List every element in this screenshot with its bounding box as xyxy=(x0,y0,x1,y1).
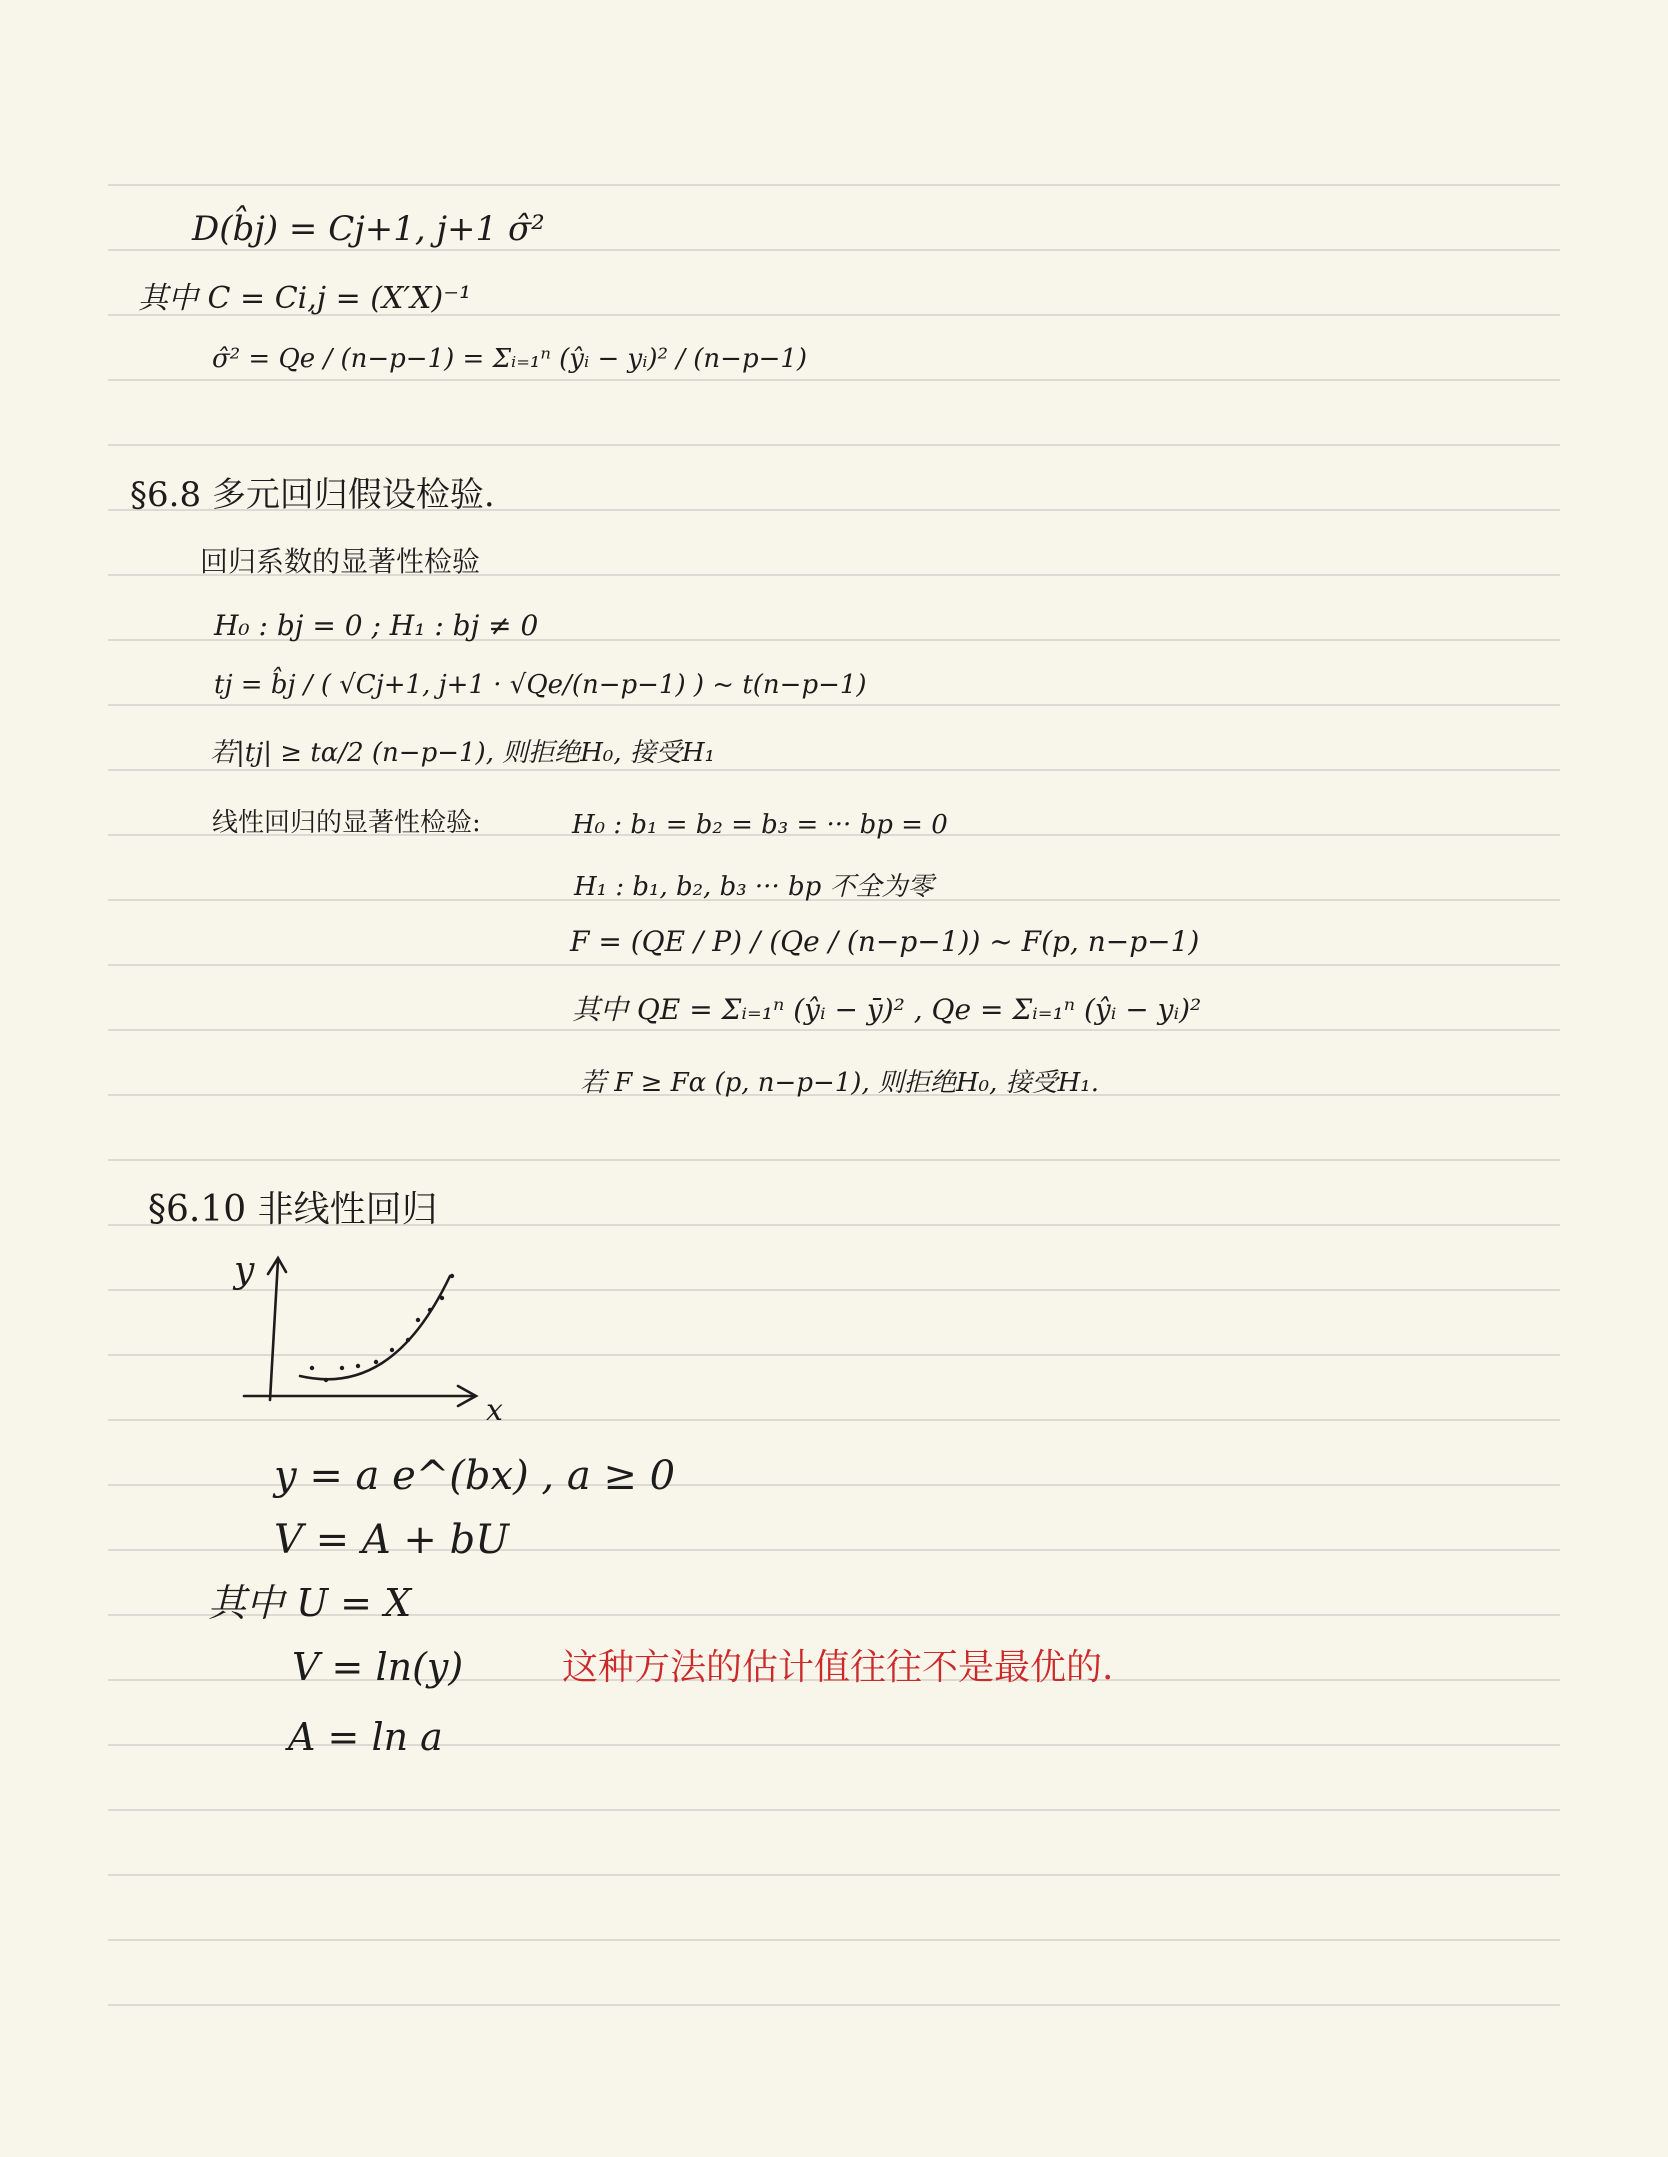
data-point xyxy=(310,1366,314,1370)
rule-line xyxy=(108,1029,1560,1031)
data-point xyxy=(324,1378,328,1382)
y-axis-label: y xyxy=(234,1250,255,1291)
rule-line xyxy=(108,704,1560,706)
rule-line xyxy=(108,184,1560,186)
f-test-decision-rule: 若 F ≥ Fα (p, n−p−1), 则拒绝H₀, 接受H₁. xyxy=(580,1068,1099,1098)
t-test-decision-rule: 若|tj| ≥ tα/2 (n−p−1), 则拒绝H₀, 接受H₁ xyxy=(210,738,715,768)
data-point xyxy=(406,1338,410,1342)
y-axis xyxy=(270,1260,278,1400)
subheading-coefficient-test: 回归系数的显著性检验 xyxy=(200,545,481,578)
rule-line xyxy=(108,1939,1560,1941)
covariance-matrix-definition: 其中 C = Ci,j = (X′X)⁻¹ xyxy=(138,281,472,316)
t-statistic-formula: tj = b̂j / ( √Cj+1, j+1 · √Qe/(n−p−1) ) ~ t(n−p−1) xyxy=(214,670,867,700)
f-statistic-formula: F = (QE / P) / (Qe / (n−p−1)) ~ F(p, n−p−1) xyxy=(570,925,1200,958)
subheading-linear-regression-test: 线性回归的显著性检验: xyxy=(212,808,481,838)
rule-line xyxy=(108,1809,1560,1811)
data-point xyxy=(340,1366,344,1370)
data-point xyxy=(356,1364,360,1368)
hypothesis-h1-not-all-zero: H₁ : b₁, b₂, b₃ ··· bp 不全为零 xyxy=(574,872,934,902)
rule-line xyxy=(108,379,1560,381)
section-heading-6-8: §6.8 多元回归假设检验. xyxy=(130,475,495,515)
rule-line xyxy=(108,249,1560,251)
red-annotation: 这种方法的估计值往往不是最优的. xyxy=(562,1647,1114,1688)
rule-line xyxy=(108,964,1560,966)
variance-formula: D(b̂j) = Cj+1, j+1 σ̂² xyxy=(192,209,545,249)
x-axis-label: x xyxy=(486,1393,503,1428)
data-point xyxy=(416,1318,420,1322)
rule-line xyxy=(108,444,1560,446)
rule-line xyxy=(108,1159,1560,1161)
rule-line xyxy=(108,1874,1560,1876)
data-point xyxy=(440,1296,444,1300)
sigma-estimate-formula: σ̂² = Qe / (n−p−1) = Σᵢ₌₁ⁿ (ŷᵢ − yᵢ)² / (n−p−1) xyxy=(212,344,808,374)
data-point xyxy=(428,1308,432,1312)
linearized-model: V = A + bU xyxy=(274,1517,509,1563)
rule-line xyxy=(108,769,1560,771)
section-heading-6-10: §6.10 非线性回归 xyxy=(148,1189,438,1230)
sum-of-squares-definitions: 其中 QE = Σᵢ₌₁ⁿ (ŷᵢ − ȳ)² , Qe = Σᵢ₌₁ⁿ (ŷᵢ − yᵢ)² xyxy=(572,993,1202,1026)
substitution-a: A = ln a xyxy=(288,1715,443,1759)
substitution-v: V = ln(y) xyxy=(292,1645,464,1689)
exponential-model: y = a e^(bx) , a ≥ 0 xyxy=(274,1453,676,1499)
data-point xyxy=(374,1360,378,1364)
nonlinear-regression-sketch xyxy=(230,1240,530,1430)
data-point xyxy=(450,1274,454,1278)
hypothesis-coefficient: H₀ : bj = 0 ; H₁ : bj ≠ 0 xyxy=(214,609,539,642)
substitution-u: 其中 U = X xyxy=(208,1581,412,1625)
hypothesis-h0-all-zero: H₀ : b₁ = b₂ = b₃ = ··· bp = 0 xyxy=(572,810,948,840)
data-point xyxy=(390,1348,394,1352)
rule-line xyxy=(108,2004,1560,2006)
